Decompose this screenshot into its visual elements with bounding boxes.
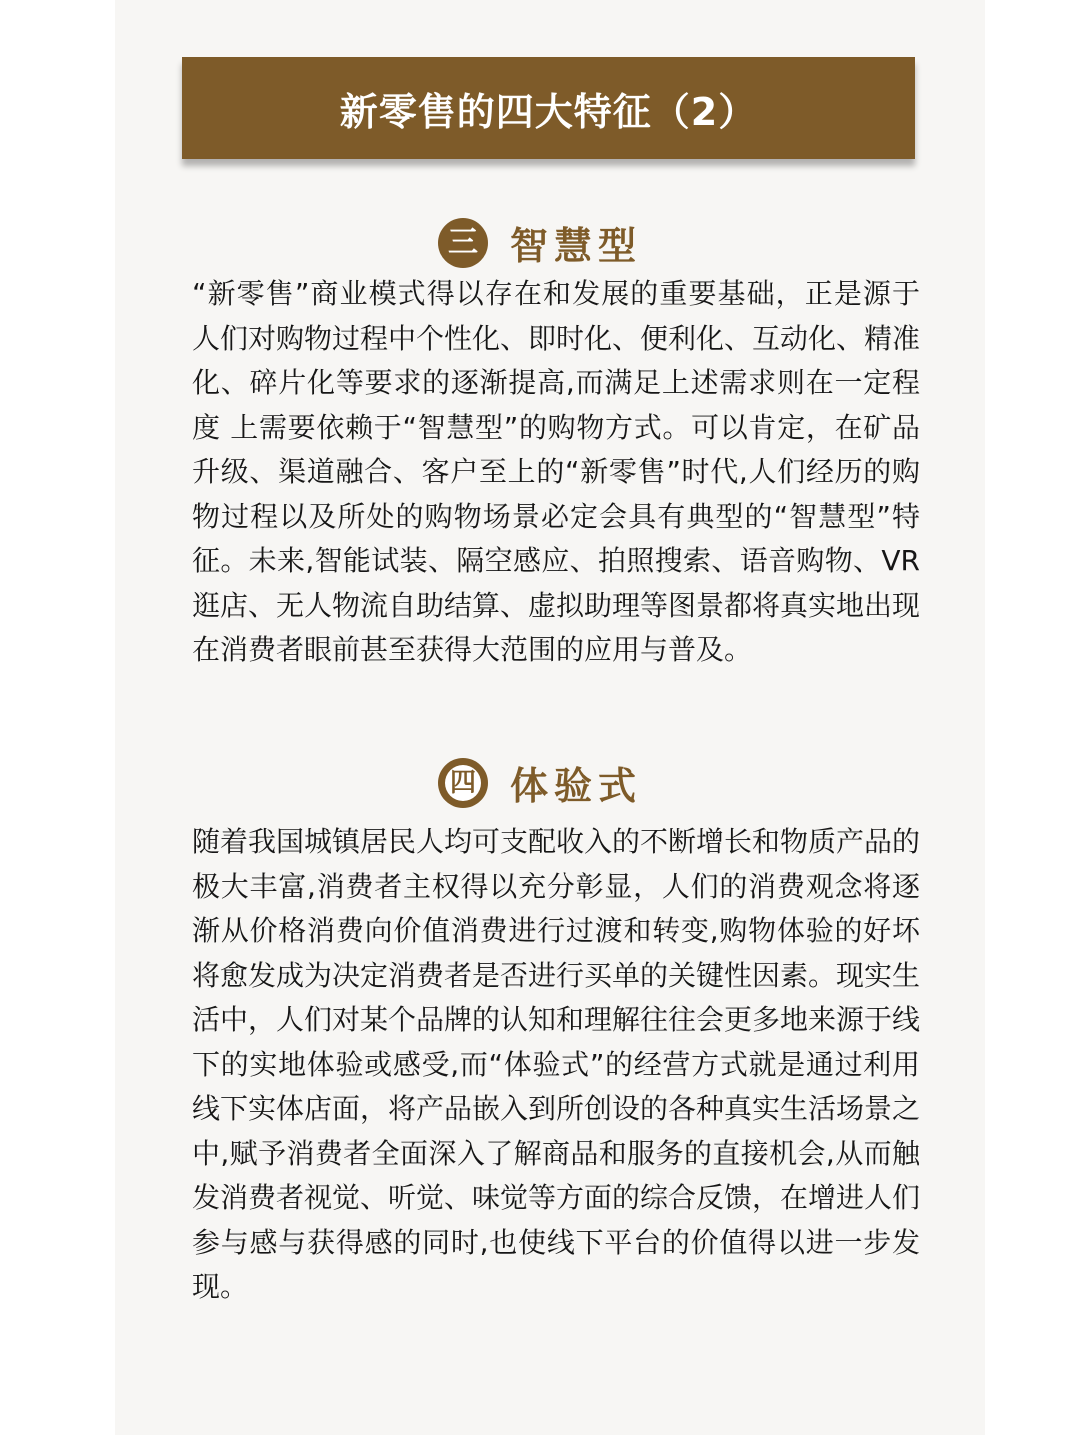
title-banner (182, 57, 915, 159)
section-number: 四 (445, 765, 481, 801)
section-heading-smart (0, 215, 1080, 270)
section-title: 智慧型 (509, 224, 642, 268)
section-number-badge: 三 (438, 218, 488, 268)
section-number-badge (438, 758, 488, 808)
section-body-smart: “新零售”商业模式得以存在和发展的重要基础，正是源于人们对购物过程中个性化、即时化、便利化、互动化、精准化、碎片化等要求的逐渐提高,而满足上述需求则在一定程度 上需要依赖于“智慧型”的购物方式。可以肯定，在矿品升级、渠道融合、客户至上的“新零售”时代,人们经历的购物过程以及所处的购物场景必定会具有典型的“智慧型”特征。未来,智能试装、隔空感应、拍照搜索、语音购物、VR 逛店、无人物流自助结算、虚拟助理等图景都将真实地出现在消费者眼前甚至获得大范围的应用与普及。 (192, 277, 921, 666)
section-body-experience: 随着我国城镇居民人均可支配收入的不断增长和物质产品的极大丰富,消费者主权得以充分彰显，人们的消费观念将逐渐从价格消费向价值消费进行过渡和转变,购物体验的好坏将愈发成为决定消费者是否进行买单的关键性因素。现实生活中，人们对某个品牌的认知和理解往往会更多地来源于线下的实地体验或感受,而“体验式”的经营方式就是通过利用线下实体店面，将产品嵌入到所创设的各种真实生活场景之中,赋予消费者全面深入了解商品和服务的直接机会,从而触发消费者视觉、听觉、味觉等方面的综合反馈，在增进人们参与感与获得感的同时,也使线下平台的价值得以进一步发现。 (192, 825, 921, 1303)
page-title: 新零售的四大特征（2） (339, 89, 758, 134)
section-heading-experience (0, 755, 1080, 810)
section-title: 体验式 (509, 764, 642, 808)
